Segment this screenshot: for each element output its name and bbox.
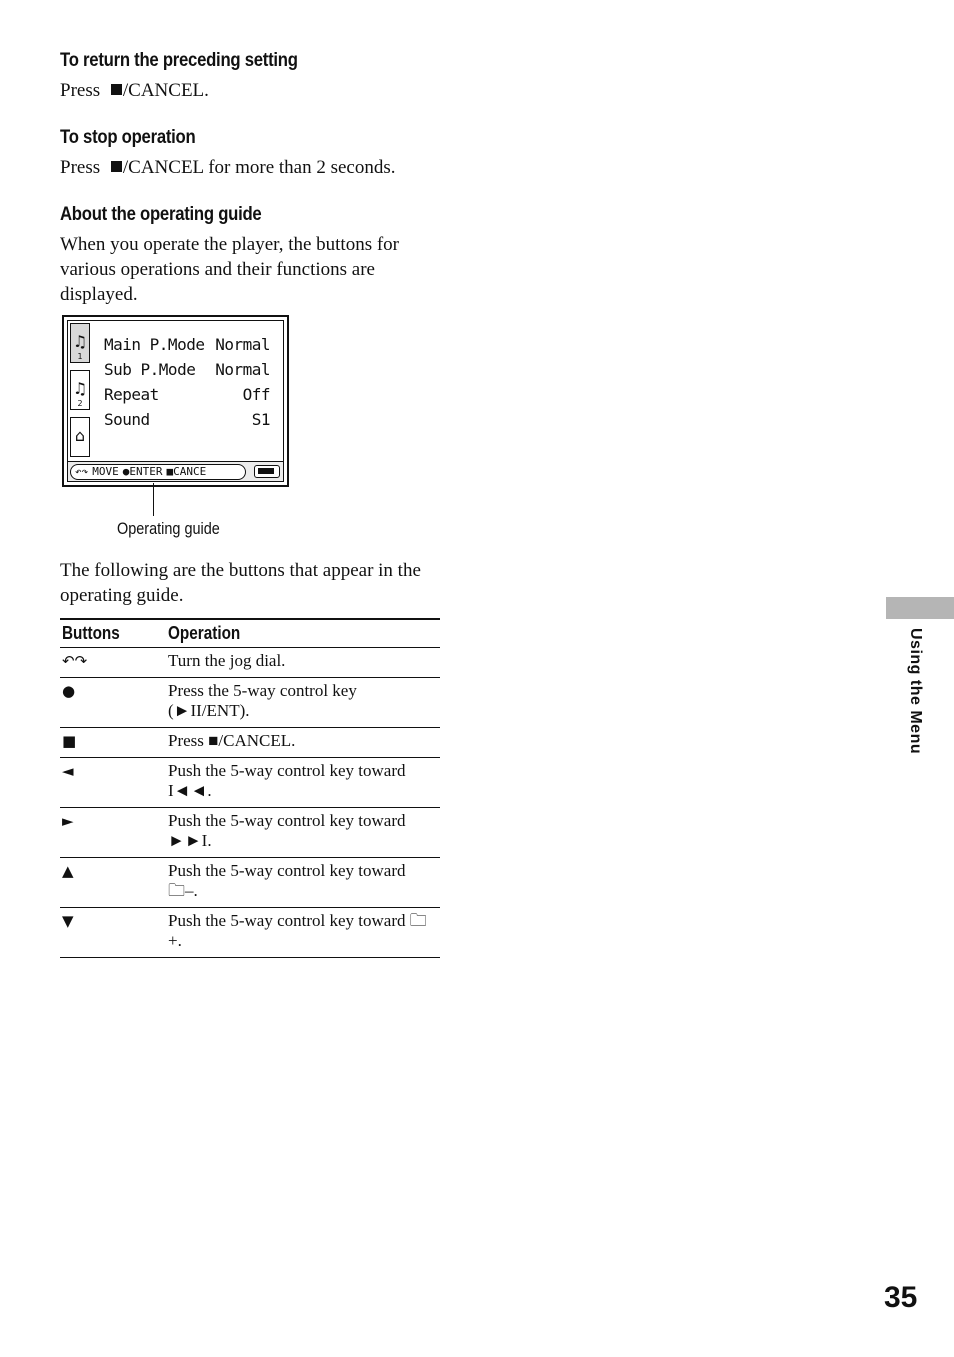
callout-line [153, 483, 154, 516]
text-suffix: /CANCEL. [122, 80, 209, 101]
side-tab-marker [886, 597, 954, 619]
lcd-row-label: Main P.Mode [104, 335, 205, 354]
guide-enter: ENTER [129, 465, 163, 478]
stop-icon [111, 161, 122, 172]
callout-label: Operating guide [117, 519, 220, 538]
enter-dot-icon: ● [122, 465, 130, 478]
operation-cell: Press the 5-way control key (►II/ENT). [166, 678, 440, 728]
table-row [60, 678, 440, 728]
cancel-square-icon: ■ [166, 465, 174, 478]
stop-square-icon: ■ [60, 728, 166, 758]
battery-icon [254, 465, 280, 478]
lcd-row [104, 410, 270, 430]
lcd-row-value: Normal [215, 360, 270, 379]
heading-operating-guide: About the operating guide [60, 204, 262, 225]
toolbox-icon [70, 417, 90, 457]
right-arrow-icon: ► [60, 808, 166, 858]
music-note-glyph: ♫ [72, 379, 88, 398]
lcd-row-value: S1 [251, 410, 270, 429]
icon-number: 1 [77, 352, 83, 361]
text-stop-operation [60, 155, 440, 180]
text-suffix: /CANCEL for more than 2 seconds. [122, 157, 396, 178]
guide-move: MOVE [92, 465, 119, 478]
operation-cell: Turn the jog dial. [166, 648, 440, 678]
text-prefix: Press [60, 80, 105, 101]
table-row [60, 728, 440, 758]
text-operating-guide: When you operate the player, the buttons for various operations and their functions are displayed. [60, 234, 400, 305]
lcd-row [104, 335, 270, 355]
lcd-row-label: Sub P.Mode [104, 360, 196, 379]
enter-dot-icon: ● [60, 678, 166, 728]
guide-pill [70, 464, 246, 480]
operation-cell: Push the 5-way control key toward ►►I. [166, 808, 440, 858]
buttons-table [60, 618, 440, 958]
lcd-screen [67, 320, 284, 482]
operation-cell: Push the 5-way control key toward I◄◄. [166, 758, 440, 808]
operation-cell: Press ■/CANCEL. [166, 728, 440, 758]
text-return-setting [60, 78, 440, 103]
heading-return-setting: To return the preceding setting [60, 50, 298, 71]
music-2-icon [70, 370, 90, 410]
lcd-row-label: Repeat [104, 385, 159, 404]
jog-dial-icon: ↶↷ [60, 648, 166, 678]
intro-text: The following are the buttons that appear in the operating guide. [60, 560, 421, 606]
operation-cell: Push the 5-way control key toward 🗀–. [166, 858, 440, 908]
side-tab-label: Using the Menu [907, 628, 924, 755]
lcd-row-value: Normal [215, 335, 270, 354]
toolbox-glyph: ⌂ [74, 426, 86, 445]
jog-dial-icon: ↶↷ [75, 465, 89, 478]
lcd-row [104, 360, 270, 380]
guide-cancel: CANCE [173, 465, 207, 478]
music-1-icon [70, 323, 90, 363]
music-note-glyph: ♫ [72, 332, 88, 351]
up-arrow-icon: ▲ [60, 858, 166, 908]
table-header-row [60, 619, 440, 648]
left-arrow-icon: ◄ [60, 758, 166, 808]
page-number: 35 [884, 1281, 918, 1314]
lcd-display-illustration [62, 315, 289, 487]
table-row [60, 648, 440, 678]
header-operation: Operation [166, 619, 440, 648]
down-arrow-icon: ▼ [60, 908, 166, 958]
table-row [60, 808, 440, 858]
header-buttons: Buttons [60, 619, 166, 648]
operating-guide-bar [68, 461, 283, 481]
lcd-row-value: Off [242, 385, 270, 404]
table-row [60, 858, 440, 908]
icon-number: 2 [77, 399, 83, 408]
stop-icon [111, 84, 122, 95]
heading-stop-operation: To stop operation [60, 127, 196, 148]
text-prefix: Press [60, 157, 105, 178]
lcd-row-label: Sound [104, 410, 150, 429]
operation-cell: Push the 5-way control key toward 🗀+. [166, 908, 440, 958]
table-row [60, 908, 440, 958]
lcd-row [104, 385, 270, 405]
table-row [60, 758, 440, 808]
